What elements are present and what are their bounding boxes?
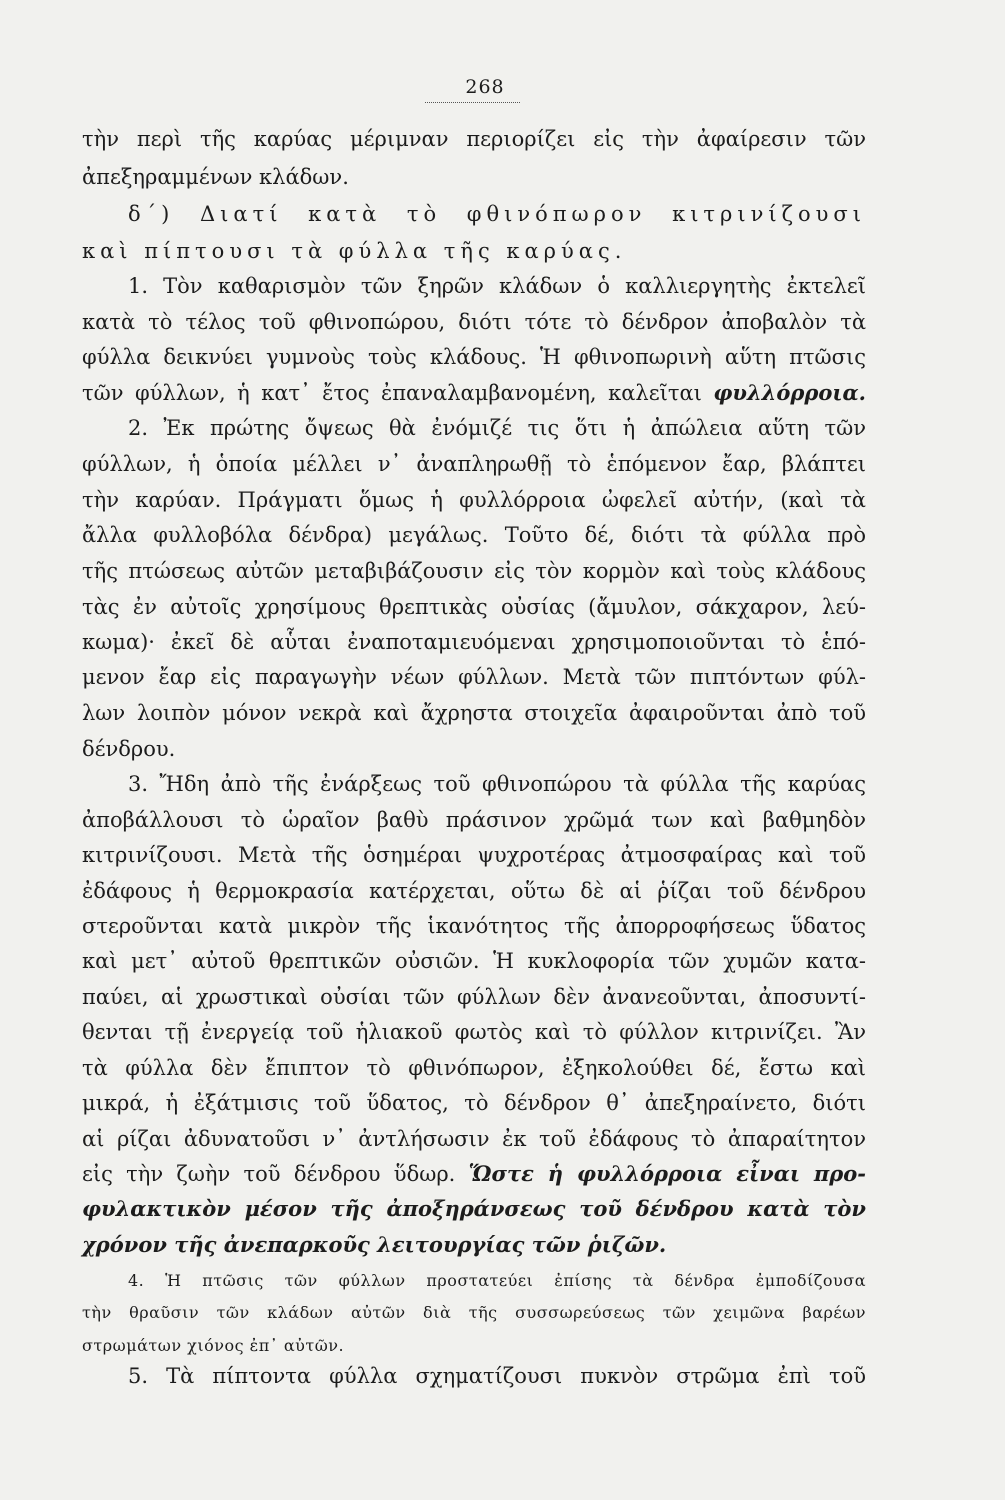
text-line: ἐδάφους ἡ θερμοκρασία κατέρχεται, οὕτω δὲ αἱ ῥίζαι τοῦ δένδρου <box>82 879 866 903</box>
text-line: τῆς πτώσεως αὐτῶν μεταβιβάζουσιν εἰς τὸν κορμὸν καὶ τοὺς κλάδους <box>82 559 866 583</box>
text-line: 5. Τὰ πίπτοντα φύλλα σχηματίζουσι πυκνὸν στρῶμα ἐπὶ τοῦ <box>128 1364 866 1388</box>
text-line: κατὰ τὸ τέλος τοῦ φθινοπώρου, διότι τότε τὸ δένδρον ἀποβαλὸν τὰ <box>82 310 866 334</box>
section-heading: δ΄) Διατί κατὰ τὸ φθινόπωρον κιτρινίζουσι <box>128 202 866 226</box>
text-line: τὴν περὶ τῆς καρύας μέριμναν περιορίζει εἰς τὴν ἀφαίρεσιν τῶν <box>82 127 866 151</box>
text-line: αἱ ρίζαι ἀδυνατοῦσι ν᾽ ἀντλήσωσιν ἐκ τοῦ ἐδάφους τὸ ἀπαραίτητον <box>82 1127 866 1151</box>
text-line: φύλλα δεικνύει γυμνοὺς τοὺς κλάδους. Ἡ φθινοπωρινὴ αὕτη πτῶσις <box>82 345 866 369</box>
section-heading: καὶ πίπτουσι τὰ φύλλα τῆς καρύας. <box>82 239 627 263</box>
text-run: τῶν φύλλων, ἡ κατ᾽ ἔτος ἐπαναλαμβανομένη, καλεῖται <box>82 381 702 405</box>
text-line: κιτρινίζουσι. Μετὰ τῆς ὁσημέραι ψυχροτέρας ἀτμοσφαίρας καὶ τοῦ <box>82 843 866 867</box>
text-line: δένδρου. <box>82 737 176 761</box>
text-line: παύει, αἱ χρωστικαὶ οὐσίαι τῶν φύλλων δὲν ἀνανεοῦνται, ἀποσυντί- <box>82 985 866 1009</box>
text-line: μενον ἔαρ εἰς παραγωγὴν νέων φύλλων. Μετὰ τῶν πιπτόντων φύλ- <box>82 665 866 689</box>
text-line: κωμα)· ἐκεῖ δὲ αὗται ἐναποταμιευόμεναι χρησιμοποιοῦνται τὸ ἑπό- <box>82 630 866 654</box>
text-line: στεροῦνται κατὰ μικρὸν τῆς ἱκανότητος τῆς ἀπορροφήσεως ὕδατος <box>82 914 866 938</box>
text-line: 2. Ἐκ πρώτης ὄψεως θὰ ἐνόμιζέ τις ὅτι ἡ ἀπώλεια αὕτη τῶν <box>128 416 866 440</box>
page-number: 268 <box>465 76 505 98</box>
emphasis-conclusion-line: φυλακτικὸν μέσον τῆς ἀποξηράνσεως τοῦ δένδρου κατὰ τὸν <box>82 1196 866 1221</box>
text-line: τὰς ἐν αὐτοῖς χρησίμους θρεπτικὰς οὐσίας (ἄμυλον, σάκχαρον, λεύ- <box>82 595 866 619</box>
text-line: θενται τῇ ἐνεργείᾳ τοῦ ἡλιακοῦ φωτὸς καὶ τὸ φύλλον κιτρινίζει. Ἂν <box>82 1020 866 1044</box>
text-line: λων λοιπὸν μόνον νεκρὰ καὶ ἄχρηστα στοιχεῖα ἀφαιροῦνται ἀπὸ τοῦ <box>82 701 866 725</box>
small-text-line: 4. Ἡ πτῶσις τῶν φύλλων προστατεύει ἐπίσης τὰ δένδρα ἐμποδίζουσα <box>128 1271 866 1290</box>
text-line <box>82 1159 866 1189</box>
text-line: 1. Τὸν καθαρισμὸν τῶν ξηρῶν κλάδων ὁ καλλιεργητὴς ἐκτελεῖ <box>128 274 866 298</box>
page-number-rule <box>425 102 520 103</box>
emphasis-conclusion-line: χρόνον τῆς ἀνεπαρκοῦς λειτουργίας τῶν ῥιζῶν. <box>82 1232 667 1257</box>
text-line: φύλλων, ἡ ὁποία μέλλει ν᾽ ἀναπληρωθῇ τὸ ἑπόμενον ἔαρ, βλάπτει <box>82 452 866 476</box>
text-line <box>82 378 866 408</box>
text-line: ἀποβάλλουσι τὸ ὡραῖον βαθὺ πράσινον χρῶμά των καὶ βαθμηδὸν <box>82 808 866 832</box>
small-text-line: τὴν θραῦσιν τῶν κλάδων αὐτῶν διὰ τῆς συσσωρεύσεως τῶν χειμῶνα βαρέων <box>82 1303 866 1322</box>
text-line: καὶ μετ᾽ αὐτοῦ θρεπτικῶν οὐσιῶν. Ἡ κυκλοφορία τῶν χυμῶν κατα- <box>82 949 866 973</box>
text-line: ἀπεξηραμμένων κλάδων. <box>82 165 349 189</box>
text-line: μικρά, ἡ ἐξάτμισις τοῦ ὕδατος, τὸ δένδρον θ᾽ ἀπεξηραίνετο, διότι <box>82 1091 866 1115</box>
text-run: εἰς τὴν ζωὴν τοῦ δένδρου ὕδωρ. <box>82 1162 456 1186</box>
text-line: 3. Ἤδη ἀπὸ τῆς ἐνάρξεως τοῦ φθινοπώρου τὰ φύλλα τῆς καρύας <box>128 772 866 796</box>
term-phyllorroia: φυλλόρροια. <box>713 380 866 405</box>
text-line: ἄλλα φυλλοβόλα δένδρα) μεγάλως. Τοῦτο δέ, διότι τὰ φύλλα πρὸ <box>82 523 866 547</box>
text-line: τὴν καρύαν. Πράγματι ὅμως ἡ φυλλόρροια ὠφελεῖ αὐτήν, (καὶ τὰ <box>82 488 866 512</box>
text-line: τὰ φύλλα δὲν ἔπιπτον τὸ φθινόπωρον, ἐξηκολούθει δέ, ἔστω καὶ <box>82 1056 866 1080</box>
small-text-line: στρωμάτων χιόνος ἐπ᾽ αὐτῶν. <box>82 1336 345 1355</box>
emphasis-conclusion: Ὥστε ἡ φυλλόρροια εἶναι προ- <box>468 1161 866 1186</box>
